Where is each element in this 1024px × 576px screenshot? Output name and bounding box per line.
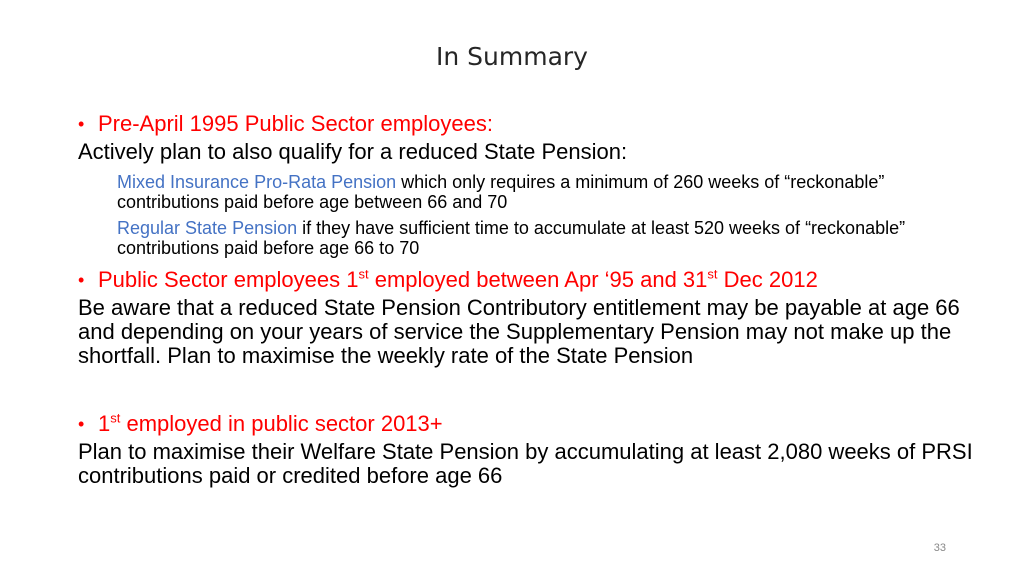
- heading-superscript: st: [110, 410, 121, 426]
- heading-superscript: st: [707, 266, 718, 282]
- heading-superscript: st: [358, 266, 369, 282]
- bullet-dot: •: [78, 270, 85, 290]
- bullet-body-1995-2012: Be aware that a reduced State Pension Contributory entitlement may be payable at age 66 and depending on your years of service the Supplementary Pension may not make up the shortfall. Plan to maximise the weekly rate of the State Pension: [78, 295, 960, 368]
- bullet-dot: •: [78, 114, 85, 134]
- bullet-body-2013: Plan to maximise their Welfare State Pension by accumulating at least 2,080 weeks of PRSI contributions paid or credited before age 66: [78, 439, 973, 488]
- sub-item-highlight: Regular State Pension: [117, 218, 298, 238]
- slide-title: In Summary: [436, 42, 588, 71]
- sub-item-highlight: Mixed Insurance Pro-Rata Pension: [117, 172, 397, 192]
- heading-part: employed between Apr ‘95 and 31: [368, 267, 708, 292]
- bullet-heading-text: Pre-April 1995 Public Sector employees:: [98, 111, 493, 136]
- slide-number: 33: [933, 542, 946, 554]
- bullet-heading-pre-1995: [78, 108, 978, 140]
- heading-part: 1: [98, 411, 111, 436]
- heading-part: Public Sector employees 1: [98, 267, 359, 292]
- bullet-dot: •: [78, 414, 85, 434]
- bullet-heading-2013: [78, 408, 978, 440]
- sub-item-pro-rata: [78, 172, 947, 212]
- heading-part: Dec 2012: [717, 267, 818, 292]
- bullet-heading-1995-2012: [78, 264, 978, 296]
- sub-item-regular: [78, 218, 947, 258]
- slide-content: [78, 108, 978, 488]
- heading-part: employed in public sector 2013+: [120, 411, 443, 436]
- sub-item-text: if they have sufficient time to accumulate at least 520 weeks of “reckonable” contributions paid before age 66 to 70: [117, 218, 906, 258]
- bullet-body-pre-1995: Actively plan to also qualify for a reduced State Pension:: [78, 139, 628, 164]
- sub-item-text: which only requires a minimum of 260 weeks of “reckonable” contributions paid before age between 66 and 70: [117, 172, 885, 212]
